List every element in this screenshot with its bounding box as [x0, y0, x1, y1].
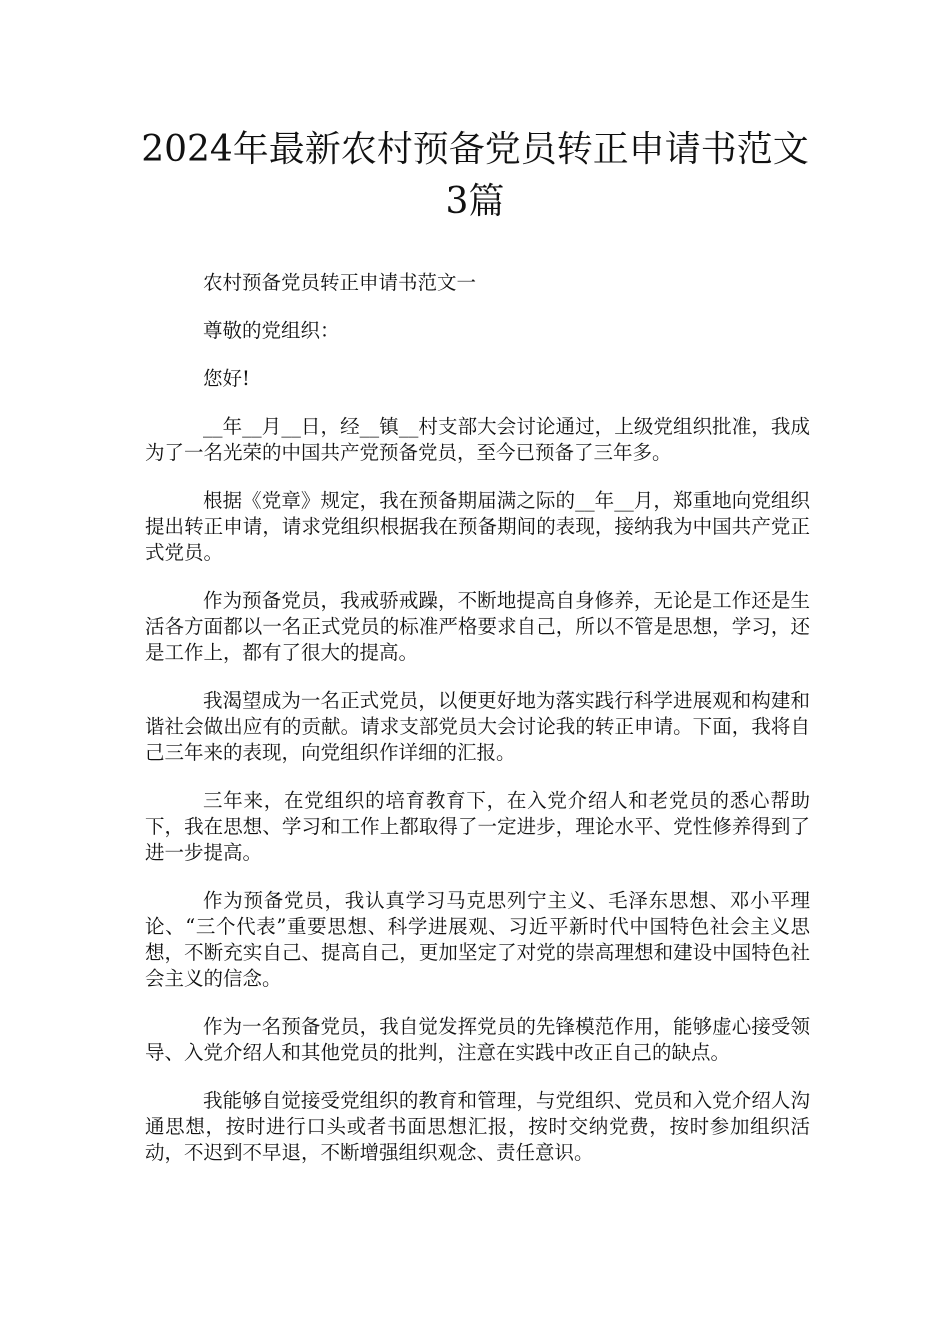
paragraph: 根据《党章》规定，我在预备期届满之际的__年__月，郑重地向党组织提出转正申请，请求党组织根据我在预备期间的表现，接纳我为中国共产党正式党员。: [145, 489, 810, 564]
paragraph: __年__月__日，经__镇__村支部大会讨论通过，上级党组织批准，我成为了一名光荣的中国共产党预备党员，至今已预备了三年多。: [145, 415, 810, 464]
paragraph: 作为预备党员，我戒骄戒躁，不断地提高自身修养，无论是工作还是生活各方面都以一名正式党员的标准严格要求自己，所以不管是思想，学习，还是工作上，都有了很大的提高。: [145, 589, 810, 664]
paragraph: 作为一名预备党员，我自觉发挥党员的先锋模范作用，能够虚心接受领导、入党介绍人和其他党员的批判，注意在实践中改正自己的缺点。: [145, 1015, 810, 1064]
paragraph: 作为预备党员，我认真学习马克思列宁主义、毛泽东思想、邓小平理论、“三个代表”重要思想、科学进展观、习近平新时代中国特色社会主义思想，不断充实自己、提高自己，更加坚定了对党的崇高理想和建设中国特色社会主义的信念。: [145, 889, 810, 990]
paragraph: 我能够自觉接受党组织的教育和管理，与党组织、党员和入党介绍人沟通思想，按时进行口头或者书面思想汇报，按时交纳党费，按时参加组织活动，不迟到不早退，不断增强组织观念、责任意识。: [145, 1089, 810, 1164]
paragraph: 三年来，在党组织的培育教育下，在入党介绍人和老党员的悉心帮助下，我在思想、学习和工作上都取得了一定进步，理论水平、党性修养得到了进一步提高。: [145, 789, 810, 864]
document-title-line-1: 2024年最新农村预备党员转正申请书范文: [141, 129, 809, 170]
paragraph: 我渴望成为一名正式党员，以便更好地为落实践行科学进展观和构建和谐社会做出应有的贡献。请求支部党员大会讨论我的转正申请。下面，我将自己三年来的表现，向党组织作详细的汇报。: [145, 689, 810, 764]
greeting: 您好!: [203, 367, 250, 390]
document-body: [145, 270, 810, 1188]
section-heading: 农村预备党员转正申请书范文一: [203, 271, 477, 294]
document-title-line-2: 3篇: [445, 181, 505, 222]
salutation: 尊敬的党组织：: [203, 319, 340, 342]
